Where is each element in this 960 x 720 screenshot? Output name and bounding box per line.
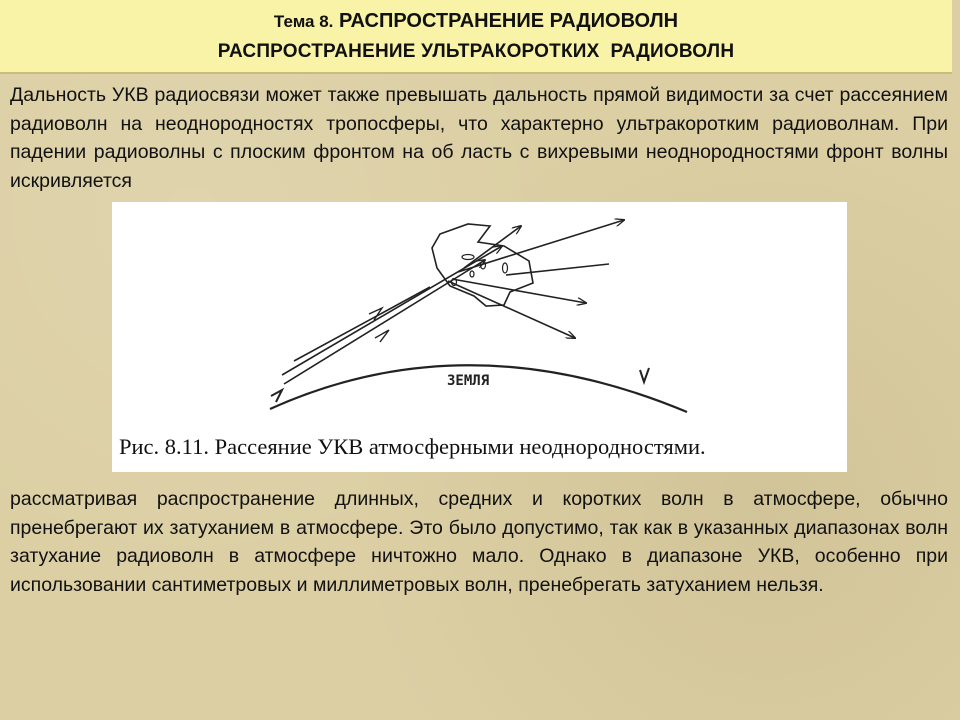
scattering-figure — [112, 202, 847, 472]
vortex-ellipse — [470, 271, 474, 277]
topic-prefix: Тема 8. — [273, 12, 334, 31]
receiver-antenna — [640, 368, 649, 382]
vortex-ellipse — [462, 255, 474, 260]
figure-caption: Рис. 8.11. Рассеяние УКВ атмосферными неоднородностями. — [119, 434, 706, 459]
body-paragraph: рассматривая распространение длинных, средних и коротких волн в атмосфере, обычно пренебрегают их затуханием в атмосфере. Это было допустимо, так как в указанных диапазонах волн затухание радиоволн в атмосфере ничтожно мало. Однако в диапазоне УКВ, особенно при использовании сантиметровых и миллиметровых волн, пренебрегать затуханием нельзя. — [10, 488, 948, 596]
scattered-ray — [458, 220, 624, 272]
topic-title — [0, 10, 952, 33]
earth-label: ЗЕМЛЯ — [447, 373, 490, 389]
topic-name: РАСПРОСТРАНЕНИЕ РАДИОВОЛН — [338, 10, 679, 32]
ray-arrowhead — [375, 330, 389, 342]
incident-ray — [294, 287, 430, 361]
slide-subtitle: РАСПРОСТРАНЕНИЕ УЛЬТРАКОРОТКИХ РАДИОВОЛН — [217, 41, 735, 62]
scattering-diagram — [112, 202, 847, 472]
scattered-ray — [506, 264, 609, 275]
intro-paragraph: Дальность УКВ радиосвязи может также превышать дальность прямой видимости за счет рассеянием радиоволн на неоднородностях тропосферы, что характерно ультракоротким радиоволнам. При падении радиоволны с плоским фронтом на об ласть с вихревыми неоднородностями фронт волны искривляется — [10, 84, 948, 192]
transmitter-antenna — [271, 390, 282, 402]
slide-header — [0, 0, 952, 74]
vortex-ellipse — [503, 263, 508, 273]
incident-ray — [282, 246, 502, 375]
